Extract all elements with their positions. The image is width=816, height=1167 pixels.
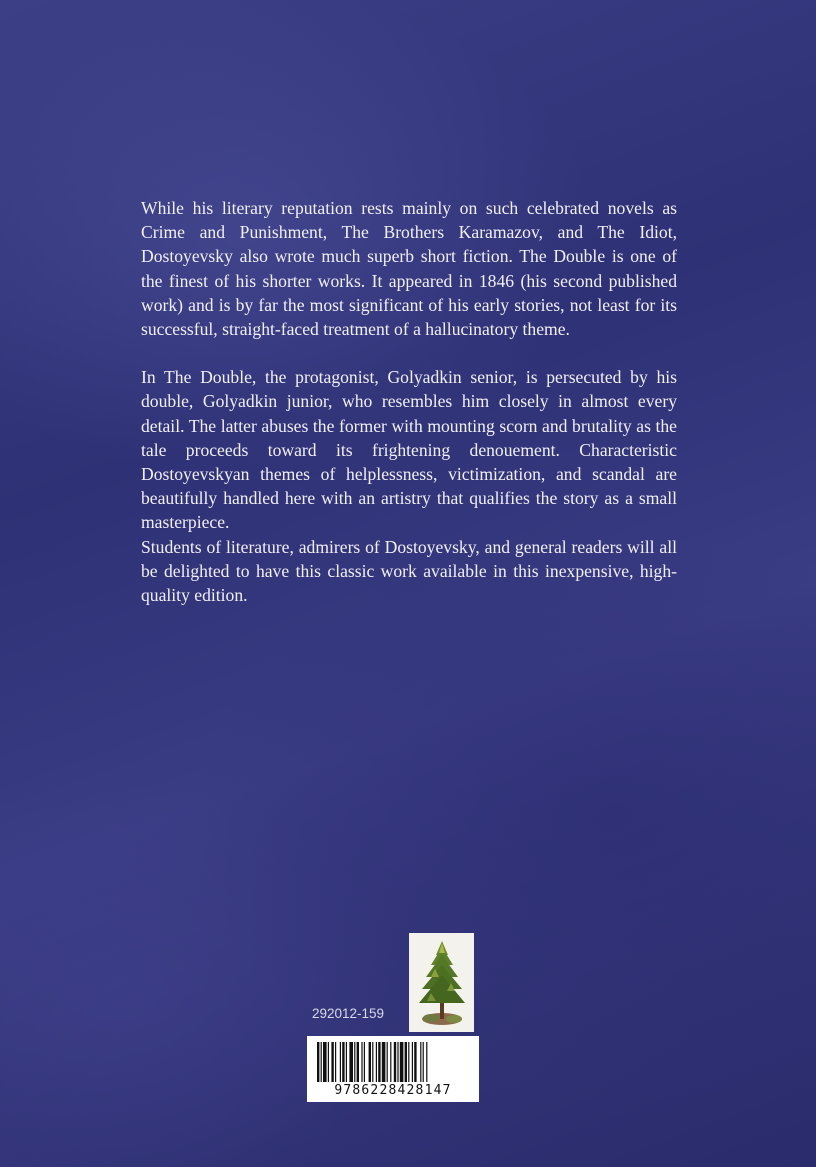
barcode-bar (387, 1042, 388, 1082)
blurb-paragraph-3: Students of literature, admirers of Dostoyevsky, and general readers will all be delighted to have this classic work available in this inexpensive, high-quality edition. (141, 536, 677, 606)
barcode-bar (378, 1042, 380, 1082)
isbn-barcode (307, 1036, 479, 1102)
barcode-bar (397, 1042, 398, 1082)
barcode-bar (317, 1042, 319, 1082)
barcode-bar (423, 1042, 424, 1082)
barcode-bar (361, 1042, 362, 1082)
publisher-code: 292012-159 (312, 1006, 385, 1021)
barcode-bar (420, 1042, 421, 1082)
barcode-bar (408, 1042, 409, 1082)
barcode-bars (317, 1042, 469, 1082)
barcode-bar (328, 1042, 329, 1082)
barcode-bar (346, 1042, 347, 1082)
barcode-bar (372, 1042, 373, 1082)
barcode-bar (349, 1042, 353, 1082)
pine-tree-icon (409, 933, 474, 1032)
barcode-bar (376, 1042, 377, 1082)
barcode-bar (342, 1042, 344, 1082)
back-cover-blurb (141, 196, 677, 607)
barcode-bar (321, 1042, 322, 1082)
barcode-bar (390, 1042, 391, 1082)
barcode-bar (323, 1042, 327, 1082)
barcode-bar (335, 1042, 336, 1082)
barcode-bar (340, 1042, 341, 1082)
barcode-bar (331, 1042, 333, 1082)
barcode-bar (394, 1042, 396, 1082)
barcode-bar (357, 1042, 359, 1082)
barcode-bar (400, 1042, 404, 1082)
barcode-bar (354, 1042, 355, 1082)
barcode-bar (369, 1042, 371, 1082)
blurb-paragraph-2: In The Double, the protagonist, Golyadkin senior, is persecuted by his double, Golyadkin junior, who resembles him closely in almost every detail. The latter abuses the former with mounting scorn and brutality as the tale proceeds toward its frightening denouement. Characteristic Dostoyevskyan themes of helplessness, victimization, and scandal are beautifully handled here with an artistry that qualifies the story as a small masterpiece. (141, 367, 677, 533)
isbn-digits: 9786228428147 (334, 1083, 452, 1098)
blurb-paragraph-1: While his literary reputation rests mainly on such celebrated novels as Crime and Punishment, The Brothers Karamazov, and The Idiot, Dostoyevsky also wrote much superb short fiction. The Double is one of the finest of his shorter works. It appeared in 1846 (his second published work) and is by far the most significant of his early stories, not least for its successful, straight-faced treatment of a hallucinatory theme. (141, 198, 677, 340)
barcode-bar (412, 1042, 413, 1082)
barcode-bar (426, 1042, 427, 1082)
barcode-bar (405, 1042, 407, 1082)
barcode-bar (382, 1042, 386, 1082)
publisher-logo (409, 933, 474, 1032)
barcode-bar (414, 1042, 416, 1082)
barcode-bar (364, 1042, 365, 1082)
